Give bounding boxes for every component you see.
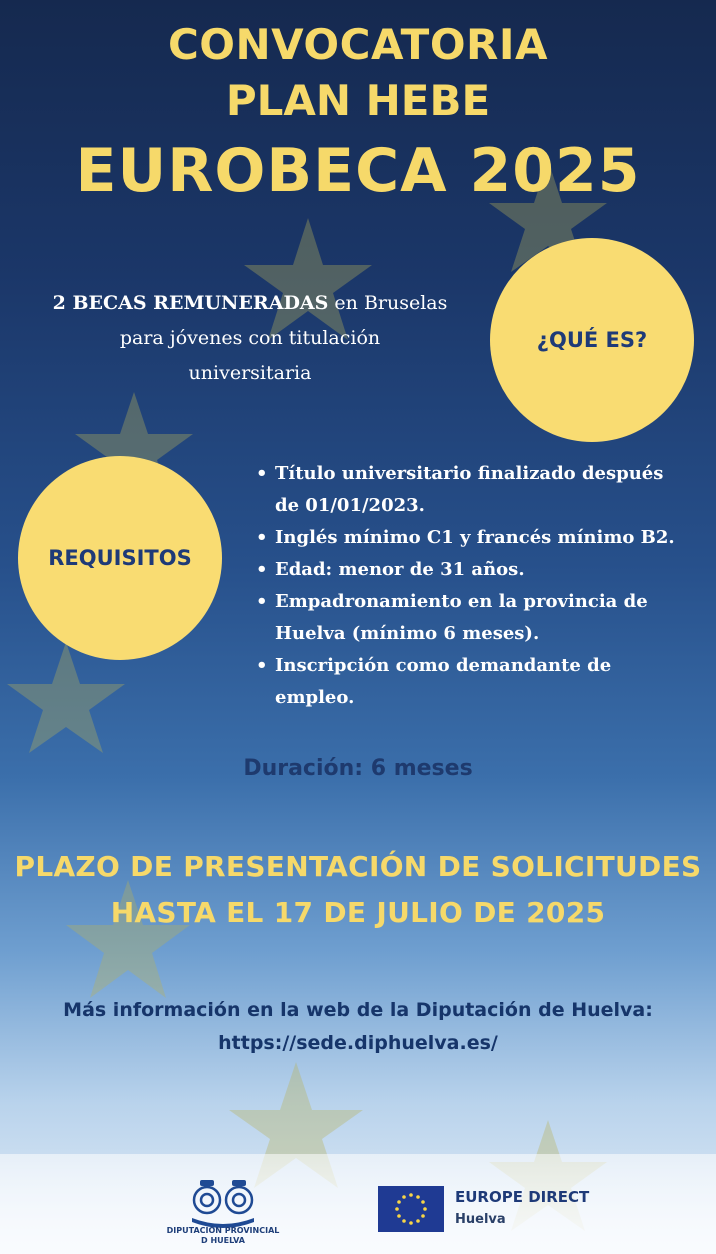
requisitos-list — [252, 458, 712, 714]
requisito-item: • Inscripción como demandante de empleo. — [252, 650, 712, 714]
requisito-item: • Título universitario finalizado después de 01/01/2023. — [252, 458, 712, 522]
info-url-link[interactable]: https://sede.diphuelva.es/ — [218, 1032, 498, 1054]
header-convocatoria: CONVOCATORIA — [167, 20, 549, 69]
intro-highlight: 2 BECAS REMUNERADAS — [52, 292, 329, 314]
info-text: Más información en la web de la Diputación de Huelva: — [63, 999, 653, 1021]
intro-line-1-rest: en Bruselas — [328, 292, 448, 314]
requisito-item: • Inglés mínimo C1 y francés mínimo B2. — [252, 522, 712, 554]
duracion-text: Duración: 6 meses — [243, 756, 473, 781]
eu-flag-icon — [378, 1186, 444, 1232]
intro-line-3: universitaria — [188, 362, 312, 384]
plazo-line-1: PLAZO DE PRESENTACIÓN DE SOLICITUDES — [14, 850, 702, 883]
footer-band — [0, 1154, 716, 1254]
plazo-line-2: HASTA EL 17 DE JULIO DE 2025 — [110, 896, 606, 929]
intro-line-2: para jóvenes con titulación — [119, 327, 381, 349]
requisito-item: • Empadronamiento en la provincia de Huelva (mínimo 6 meses). — [252, 586, 712, 650]
europe-direct-subtitle: Huelva — [455, 1212, 506, 1227]
requisito-item: • Edad: menor de 31 años. — [252, 554, 712, 586]
header-eurobeca: EUROBECA 2025 — [75, 136, 641, 206]
que-es-badge: ¿QUÉ ES? — [490, 238, 694, 442]
que-es-description — [20, 286, 480, 391]
diputacion-logo-text: DIPUTACIÓN PROVINCIAL D HUELVA — [166, 1226, 280, 1245]
requisitos-badge: REQUISITOS — [18, 456, 222, 660]
europe-direct-title: EUROPE DIRECT — [455, 1188, 590, 1206]
header-plan-hebe: PLAN HEBE — [225, 76, 491, 125]
intro-line-1 — [20, 286, 480, 321]
